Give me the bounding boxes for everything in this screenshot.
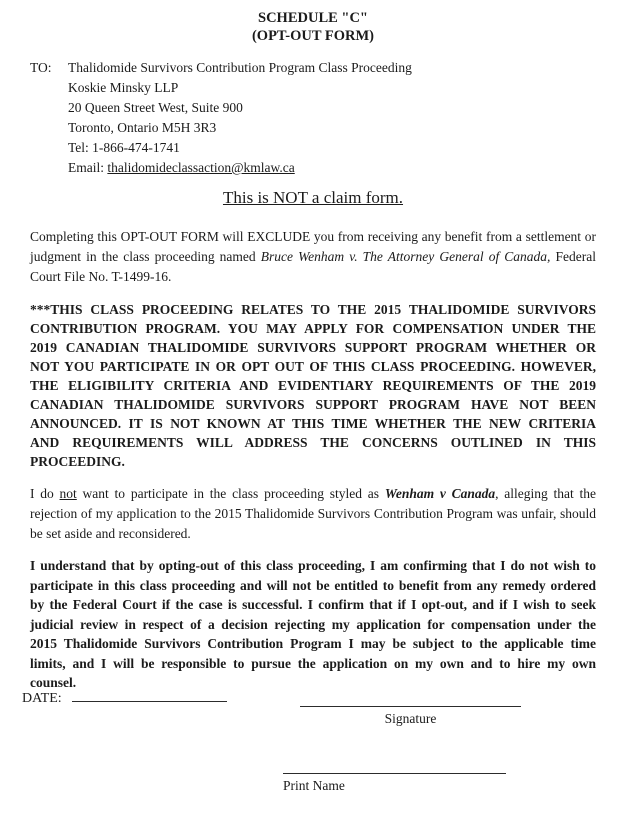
case-name-italic: Bruce Wenham v. The Attorney General of Canada, [260, 249, 551, 264]
court-file-text: Federal Court File No. T-1499-16. [30, 249, 596, 284]
paragraph-opt-out-statement [30, 484, 596, 544]
paragraph-exclusion [30, 227, 596, 287]
email-link[interactable]: thalidomideclassaction@kmlaw.ca [107, 160, 295, 175]
email-line [68, 158, 412, 178]
address-line: Tel: 1-866-474-1741 [68, 140, 180, 155]
optout-not-underlined: not [59, 486, 77, 501]
document-title-line1: SCHEDULE "C" [258, 10, 368, 26]
optout-text-3: , alleging that the rejection of my application to the 2015 Thalidomide Survivors Contribution Program was unfair, should be set aside and reconsidered. [30, 486, 597, 541]
date-label: DATE: [22, 691, 62, 706]
optout-text-2: want to participate in the class proceeding styled as [76, 486, 385, 501]
signature-fill-line [300, 706, 521, 707]
print-name-label: Print Name [283, 778, 345, 793]
date-field-row [22, 688, 227, 707]
recipient-block [30, 58, 596, 178]
recipient-address [68, 58, 412, 178]
email-label: Email: [68, 160, 108, 175]
address-line: Koskie Minsky LLP [68, 80, 179, 95]
date-fill-line [72, 688, 227, 702]
address-line: 20 Queen Street West, Suite 900 [68, 100, 243, 115]
address-line: Thalidomide Survivors Contribution Program Class Proceeding [68, 60, 412, 75]
paragraph-caps-notice: ***THIS CLASS PROCEEDING RELATES TO THE 2015 THALIDOMIDE SURVIVORS CONTRIBUTION PROGRAM. YOU MAY APPLY FOR COMPENSATION UNDER THE 2019 CANADIAN THALIDOMIDE SURVIVORS SUPPORT PROGRAM WHETHER OR NOT YOU PARTICIPATE IN OR OPT OUT OF THIS CLASS PROCEEDING. HOWEVER, THE ELIGIBILITY CRITERIA AND EVIDENTIARY REQUIREMENTS OF THE 2019 CANADIAN THALIDOMIDE SURVIVORS SUPPORT PROGRAM HAVE NOT BEEN ANNOUNCED. IT IS NOT KNOWN AT THIS TIME WHETHER THE NEW CRITERIA AND REQUIREMENTS WILL ADDRESS THE CONCERNS OUTLINED IN THIS PROCEEDING. [30, 302, 596, 469]
document-title-line2: (OPT-OUT FORM) [251, 28, 375, 44]
print-name-fill-line [283, 773, 506, 774]
not-claim-form-heading: This is NOT a claim form. [222, 188, 404, 207]
paragraph-understanding: I understand that by opting-out of this class proceeding, I am confirming that I do not wish to participate in this class proceeding and will not be entitled to benefit from any remedy ordered by the Federal Court if the case is successful. I confirm that if I opt-out, and if I wish to seek judicial review in respect of a decision rejecting my application for compensation under the 2015 Thalidomide Survivors Contribution Program I may be subject to the applicable time limits, and I will be responsible to pursue the application on my own and to hire my own counsel. [30, 558, 596, 690]
address-line: Toronto, Ontario M5H 3R3 [68, 120, 217, 135]
case-name-bold-italic: Wenham v Canada [384, 486, 496, 501]
signature-label: Signature [384, 711, 437, 726]
signature-field [300, 706, 521, 728]
print-name-field [283, 773, 506, 795]
optout-text-1: I do [30, 486, 60, 501]
to-label: TO: [30, 60, 52, 75]
exclusion-text: Completing this OPT-OUT FORM will EXCLUDE you from receiving any benefit from a settlement or judgment in the class proceeding named [30, 229, 596, 264]
